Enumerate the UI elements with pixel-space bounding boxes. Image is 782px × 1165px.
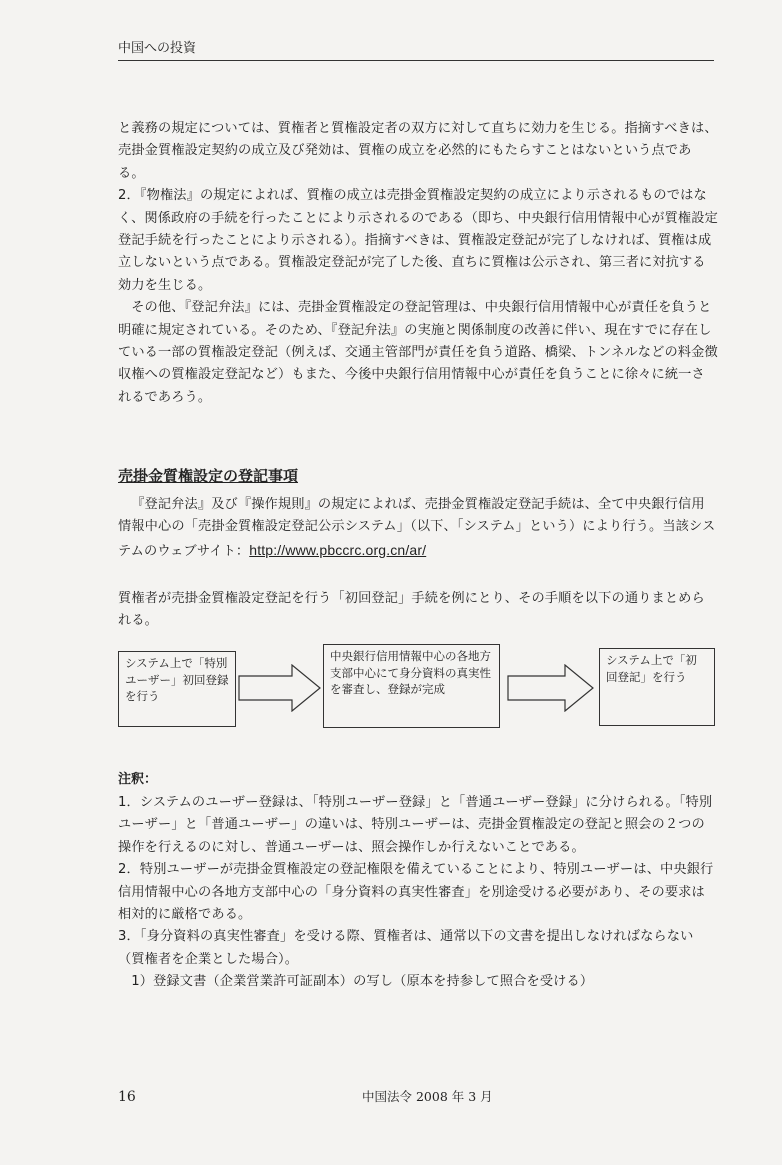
registry-website-link[interactable]: http://www.pbccrc.org.cn/ar/ bbox=[249, 541, 427, 558]
flow-step-3-box bbox=[599, 648, 715, 726]
flow-arrow-1-icon bbox=[238, 664, 322, 712]
note-3-item-1: 1）登録文書（企業営業許可証副本）の写し（原本を持参して照合を受ける） bbox=[131, 974, 594, 990]
header-title: 中国への投資 bbox=[118, 41, 197, 56]
procedure-intro-text: 質権者が売掛金質権設定登記を行う「初回登記」手続を例にとり、その手順を以下の通りまとめられる。 bbox=[118, 591, 705, 629]
paragraph-2: 2．『物権法』の規定によれば、質権の成立は売掛金質権設定契約の成立により示されるものではなく、関係政府の手続を行ったことにより示されるのである（即ち、中央銀行信用情報中心が質権設定登記手続を行ったことにより示される）。指摘すべきは、質権設定登記が完了しなければ、質権は成立しないという点である。質権設定登記が完了した後、直ちに質権は公示され、第三者に対抗する効力を生じる。 bbox=[118, 188, 718, 293]
flow-step-1-text: システム上で「特別ユーザー」初回登録を行う bbox=[125, 656, 229, 703]
flow-step-3-text: システム上で「初回登記」を行う bbox=[606, 653, 697, 684]
flow-step-1-box bbox=[118, 651, 236, 727]
section-intro-text: 『登記弁法』及び『操作規則』の規定によれば、売掛金質権設定登記手続は、全て中央銀行信用情報中心の「売掛金質権設定登記公示システム」（以下、「システム」という）により行う。当該システムのウェブサイト： bbox=[118, 497, 716, 559]
note-1: 1．システムのユーザー登録は、「特別ユーザー登録」と「普通ユーザー登録」に分けられる。「特別ユーザー」と「普通ユーザー」の違いは、特別ユーザーは、売掛金質権設定の登記と照会の２つの操作を行えるのに対し、普通ユーザーは、照会操作しか行えないことである。 bbox=[118, 795, 713, 855]
page-number: 16 bbox=[118, 1089, 136, 1105]
section-title: 売掛金質権設定の登記事項 bbox=[118, 467, 299, 485]
note-3: 3．「身分資料の真実性審査」を受ける際、質権者は、通常以下の文書を提出しなければならない（質権者を企業とした場合）。 bbox=[118, 929, 694, 967]
flow-step-2-text: 中央銀行信用情報中心の各地方支部中心にて身分資料の真実性を審査し、登録が完成 bbox=[330, 649, 491, 696]
flow-step-2-box bbox=[323, 644, 500, 728]
notes-list bbox=[118, 792, 718, 994]
body-text-top bbox=[118, 118, 718, 409]
paragraph-3: その他、『登記弁法』には、売掛金質権設定の登記管理は、中央銀行信用情報中心が責任を負うと明確に規定されている。そのため、『登記弁法』の実施と関係制度の改善に伴い、現在すでに存在している一部の質権設定登記（例えば、交通主管部門が責任を負う道路、橋梁、トンネルなどの料金徴収権への質権設定登記など）もまた、今後中央銀行信用情報中心が責任を負うことに徐々に統一されるであろう。 bbox=[118, 300, 718, 405]
section-intro bbox=[118, 494, 718, 563]
flow-arrow-2-icon bbox=[507, 664, 595, 712]
journal-footer: 中国法令 2008 年 3 月 bbox=[362, 1089, 493, 1104]
note-2: 2．特別ユーザーが売掛金質権設定の登記権限を備えていることにより、特別ユーザーは、中央銀行信用情報中心の各地方支部中心の「身分資料の真実性審査」を別途受ける必要があり、その要求は相対的に厳格である。 bbox=[118, 862, 714, 923]
running-header bbox=[118, 40, 714, 61]
procedure-intro bbox=[118, 588, 718, 633]
notes-title: 注釈： bbox=[118, 772, 158, 787]
paragraph-1: と義務の規定については、質権者と質権設定者の双方に対して直ちに効力を生じる。指摘すべきは、売掛金質権設定契約の成立及び発効は、質権の成立を必然的にもたらすことはないという点である。 bbox=[118, 121, 718, 181]
